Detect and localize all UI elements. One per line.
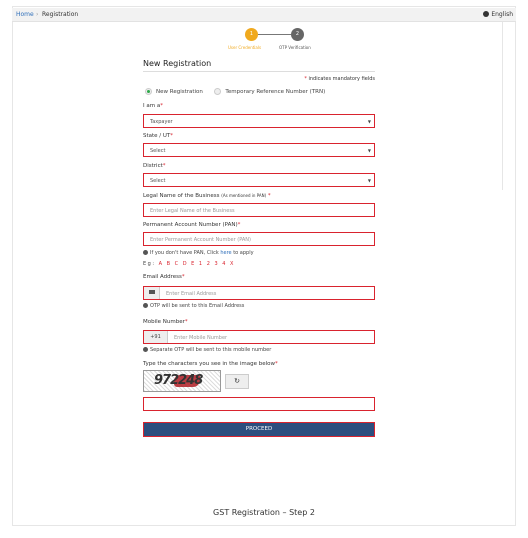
step-2-label: OTP Verification xyxy=(279,45,311,50)
proceed-button[interactable]: PROCEED xyxy=(143,422,375,437)
captcha-text: 972248 xyxy=(154,373,203,388)
captcha-label: Type the characters you see in the image below* xyxy=(143,361,278,367)
radio-new-registration[interactable] xyxy=(145,89,203,95)
mobile-otp-note: Separate OTP will be sent to this mobile number xyxy=(143,347,271,353)
figure-caption: GST Registration – Step 2 xyxy=(213,508,315,517)
mandatory-note-text: indicates mandatory fields xyxy=(308,76,375,82)
district-label: District* xyxy=(143,163,166,169)
chevron-down-icon: ▼ xyxy=(367,178,371,183)
mobile-placeholder: Enter Mobile Number xyxy=(174,334,228,341)
refresh-icon: ↻ xyxy=(234,377,240,385)
breadcrumb-separator: › xyxy=(36,11,39,18)
info-icon xyxy=(143,347,148,352)
breadcrumb xyxy=(12,8,516,22)
pan-placeholder: Enter Permanent Account Number (PAN) xyxy=(150,236,251,243)
step-2-indicator: 2 xyxy=(291,28,304,41)
registration-type-radios xyxy=(145,88,325,95)
district-select[interactable] xyxy=(143,173,375,187)
captcha-input[interactable] xyxy=(143,397,375,411)
step-1-label: User Credentials xyxy=(228,45,262,50)
email-placeholder: Enter Email Address xyxy=(166,290,217,297)
email-input[interactable] xyxy=(143,286,375,300)
captcha-refresh-button[interactable] xyxy=(225,374,249,389)
envelope-icon xyxy=(144,287,160,299)
title-divider xyxy=(143,71,375,72)
district-value: Select xyxy=(150,177,166,184)
registration-stepper xyxy=(226,28,326,54)
info-icon xyxy=(143,250,148,255)
mobile-label: Mobile Number* xyxy=(143,319,188,325)
breadcrumb-current: Registration xyxy=(42,11,79,18)
apply-pan-link[interactable]: here xyxy=(220,250,232,256)
state-value: Select xyxy=(150,147,166,154)
captcha-image xyxy=(143,370,221,392)
state-select[interactable] xyxy=(143,143,375,157)
radio-new-registration-label: New Registration xyxy=(156,89,203,95)
legal-name-label: Legal Name of the Business (As mentioned in PAN) * xyxy=(143,193,271,199)
state-label: State / UT* xyxy=(143,133,174,139)
pan-input[interactable] xyxy=(143,232,375,246)
legal-name-placeholder: Enter Legal Name of the Business xyxy=(150,207,235,214)
pan-help-note: If you don't have PAN, Click here to apply xyxy=(143,250,254,256)
taxpayer-type-select[interactable] xyxy=(143,114,375,128)
pan-example: Eg: A B C D E 1 2 3 4 X xyxy=(143,261,235,267)
step-connector xyxy=(258,34,291,35)
frame-divider-right xyxy=(502,22,503,190)
page-frame xyxy=(12,6,516,526)
email-label: Email Address* xyxy=(143,274,185,280)
legal-name-input[interactable] xyxy=(143,203,375,217)
chevron-down-icon: ▼ xyxy=(367,119,371,124)
required-marker: * xyxy=(304,76,307,82)
step-1-indicator: 1 xyxy=(245,28,258,41)
language-selector[interactable] xyxy=(483,11,513,18)
radio-checked-icon xyxy=(145,88,152,95)
mandatory-note xyxy=(304,76,375,82)
i-am-label: I am a* xyxy=(143,103,163,109)
language-label: English xyxy=(491,11,513,18)
globe-icon xyxy=(483,11,489,17)
chevron-down-icon: ▼ xyxy=(367,148,371,153)
email-otp-note: OTP will be sent to this Email Address xyxy=(143,303,244,309)
breadcrumb-home-link[interactable]: Home xyxy=(16,11,34,18)
taxpayer-type-value: Taxpayer xyxy=(150,118,173,125)
pan-label: Permanent Account Number (PAN)* xyxy=(143,222,241,228)
pan-example-code: A B C D E 1 2 3 4 X xyxy=(158,261,235,267)
info-icon xyxy=(143,303,148,308)
radio-unchecked-icon xyxy=(214,88,221,95)
frame-divider-left xyxy=(12,22,13,190)
mobile-input[interactable] xyxy=(143,330,375,344)
form-title: New Registration xyxy=(143,59,212,68)
country-code-prefix: +91 xyxy=(144,331,168,343)
radio-trn-label: Temporary Reference Number (TRN) xyxy=(225,89,326,95)
radio-trn[interactable] xyxy=(214,89,325,95)
